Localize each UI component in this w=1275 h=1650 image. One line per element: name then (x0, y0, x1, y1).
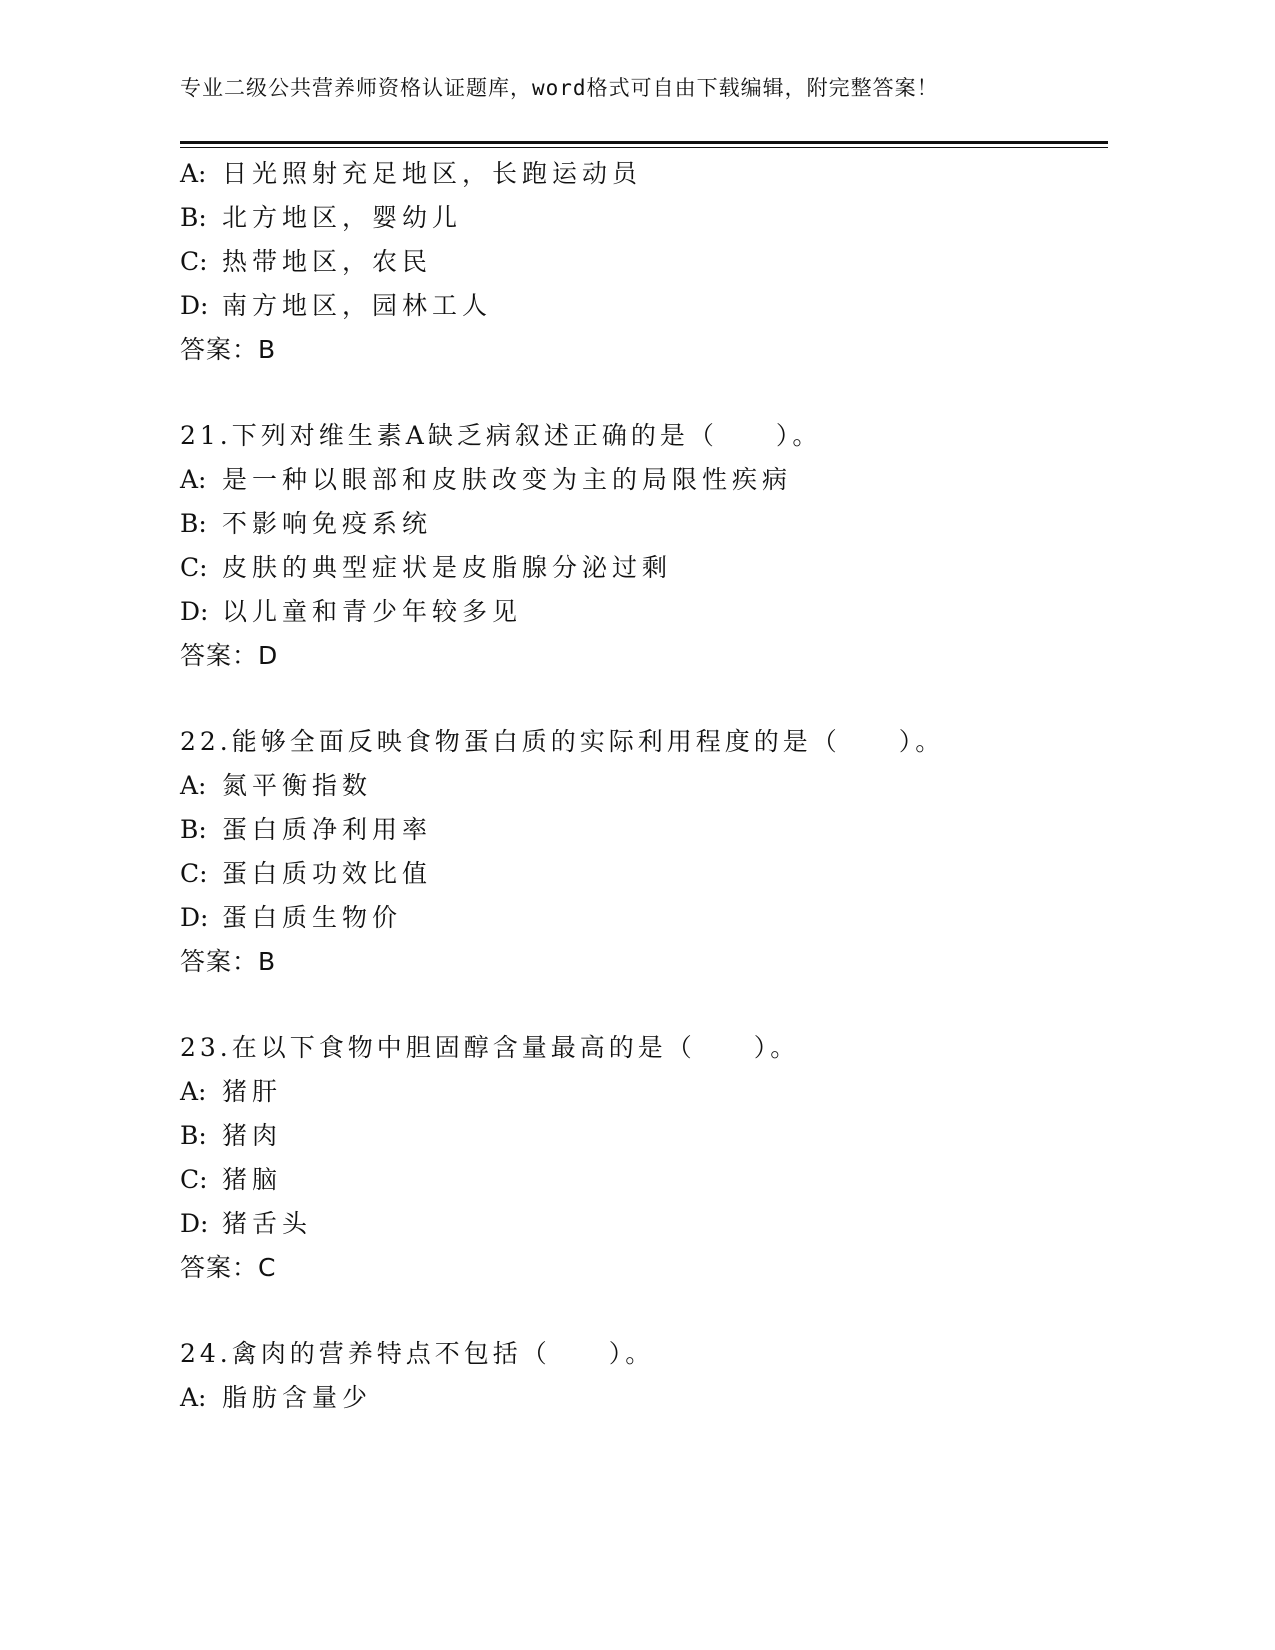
option-letter: C: (180, 859, 208, 888)
option-letter: A: (180, 1383, 207, 1412)
option-line (180, 1202, 1110, 1246)
question-stem: 23.在以下食物中胆固醇含量最高的是（ ）。 (180, 1033, 800, 1062)
option-line (180, 1070, 1110, 1114)
option-letter: A: (180, 1077, 207, 1106)
option-line (180, 1376, 1110, 1420)
option-text: 是一种以眼部和皮肤改变为主的局限性疾病 (222, 465, 793, 494)
option-letter: A: (180, 465, 207, 494)
option-text: 猪肉 (222, 1121, 283, 1150)
page-header: 专业二级公共营养师资格认证题库，word格式可自由下载编辑，附完整答案！ (180, 76, 939, 100)
option-text: 猪脑 (222, 1165, 283, 1194)
option-text: 南方地区，园林工人 (222, 291, 493, 320)
option-line (180, 852, 1110, 896)
option-line (180, 458, 1110, 502)
option-letter: D: (180, 597, 209, 626)
header-rule (180, 141, 1108, 144)
option-letter: B: (180, 815, 207, 844)
option-line (180, 1158, 1110, 1202)
option-text: 蛋白质功效比值 (222, 859, 433, 888)
option-letter: D: (180, 1209, 209, 1238)
header-rule-thin (180, 147, 1108, 148)
option-letter: A: (180, 159, 207, 188)
option-text: 不影响免疫系统 (222, 509, 433, 538)
option-letter: D: (180, 903, 209, 932)
option-line (180, 590, 1110, 634)
option-text: 猪肝 (222, 1077, 283, 1106)
option-text: 蛋白质生物价 (222, 903, 403, 932)
question-stem: 21.下列对维生素A缺乏病叙述正确的是（ ）。 (180, 421, 822, 450)
answer-line: 答案：C (180, 1253, 277, 1282)
option-line (180, 240, 1110, 284)
option-line (180, 152, 1110, 196)
option-text: 北方地区，婴幼儿 (222, 203, 463, 232)
option-letter: A: (180, 771, 207, 800)
option-text: 以儿童和青少年较多见 (222, 597, 523, 626)
option-line (180, 546, 1110, 590)
option-letter: D: (180, 291, 209, 320)
option-letter: C: (180, 1165, 208, 1194)
option-letter: C: (180, 553, 208, 582)
question-stem: 24.禽肉的营养特点不包括（ ）。 (180, 1339, 655, 1368)
option-letter: B: (180, 509, 207, 538)
option-line (180, 284, 1110, 328)
option-letter: B: (180, 203, 207, 232)
option-line (180, 896, 1110, 940)
option-line (180, 808, 1110, 852)
option-line (180, 502, 1110, 546)
option-letter: C: (180, 247, 208, 276)
answer-line: 答案：B (180, 335, 277, 364)
option-text: 蛋白质净利用率 (222, 815, 433, 844)
option-text: 热带地区，农民 (222, 247, 433, 276)
option-letter: B: (180, 1121, 207, 1150)
option-line (180, 764, 1110, 808)
answer-line: 答案：D (180, 641, 279, 670)
option-text: 脂肪含量少 (222, 1383, 373, 1412)
option-text: 猪舌头 (222, 1209, 313, 1238)
option-line (180, 1114, 1110, 1158)
question-content (180, 152, 1110, 1420)
question-stem: 22.能够全面反映食物蛋白质的实际利用程度的是（ ）。 (180, 727, 945, 756)
option-line (180, 196, 1110, 240)
answer-line: 答案：B (180, 947, 277, 976)
option-text: 皮肤的典型症状是皮脂腺分泌过剩 (222, 553, 673, 582)
option-text: 氮平衡指数 (222, 771, 373, 800)
option-text: 日光照射充足地区，长跑运动员 (222, 159, 643, 188)
